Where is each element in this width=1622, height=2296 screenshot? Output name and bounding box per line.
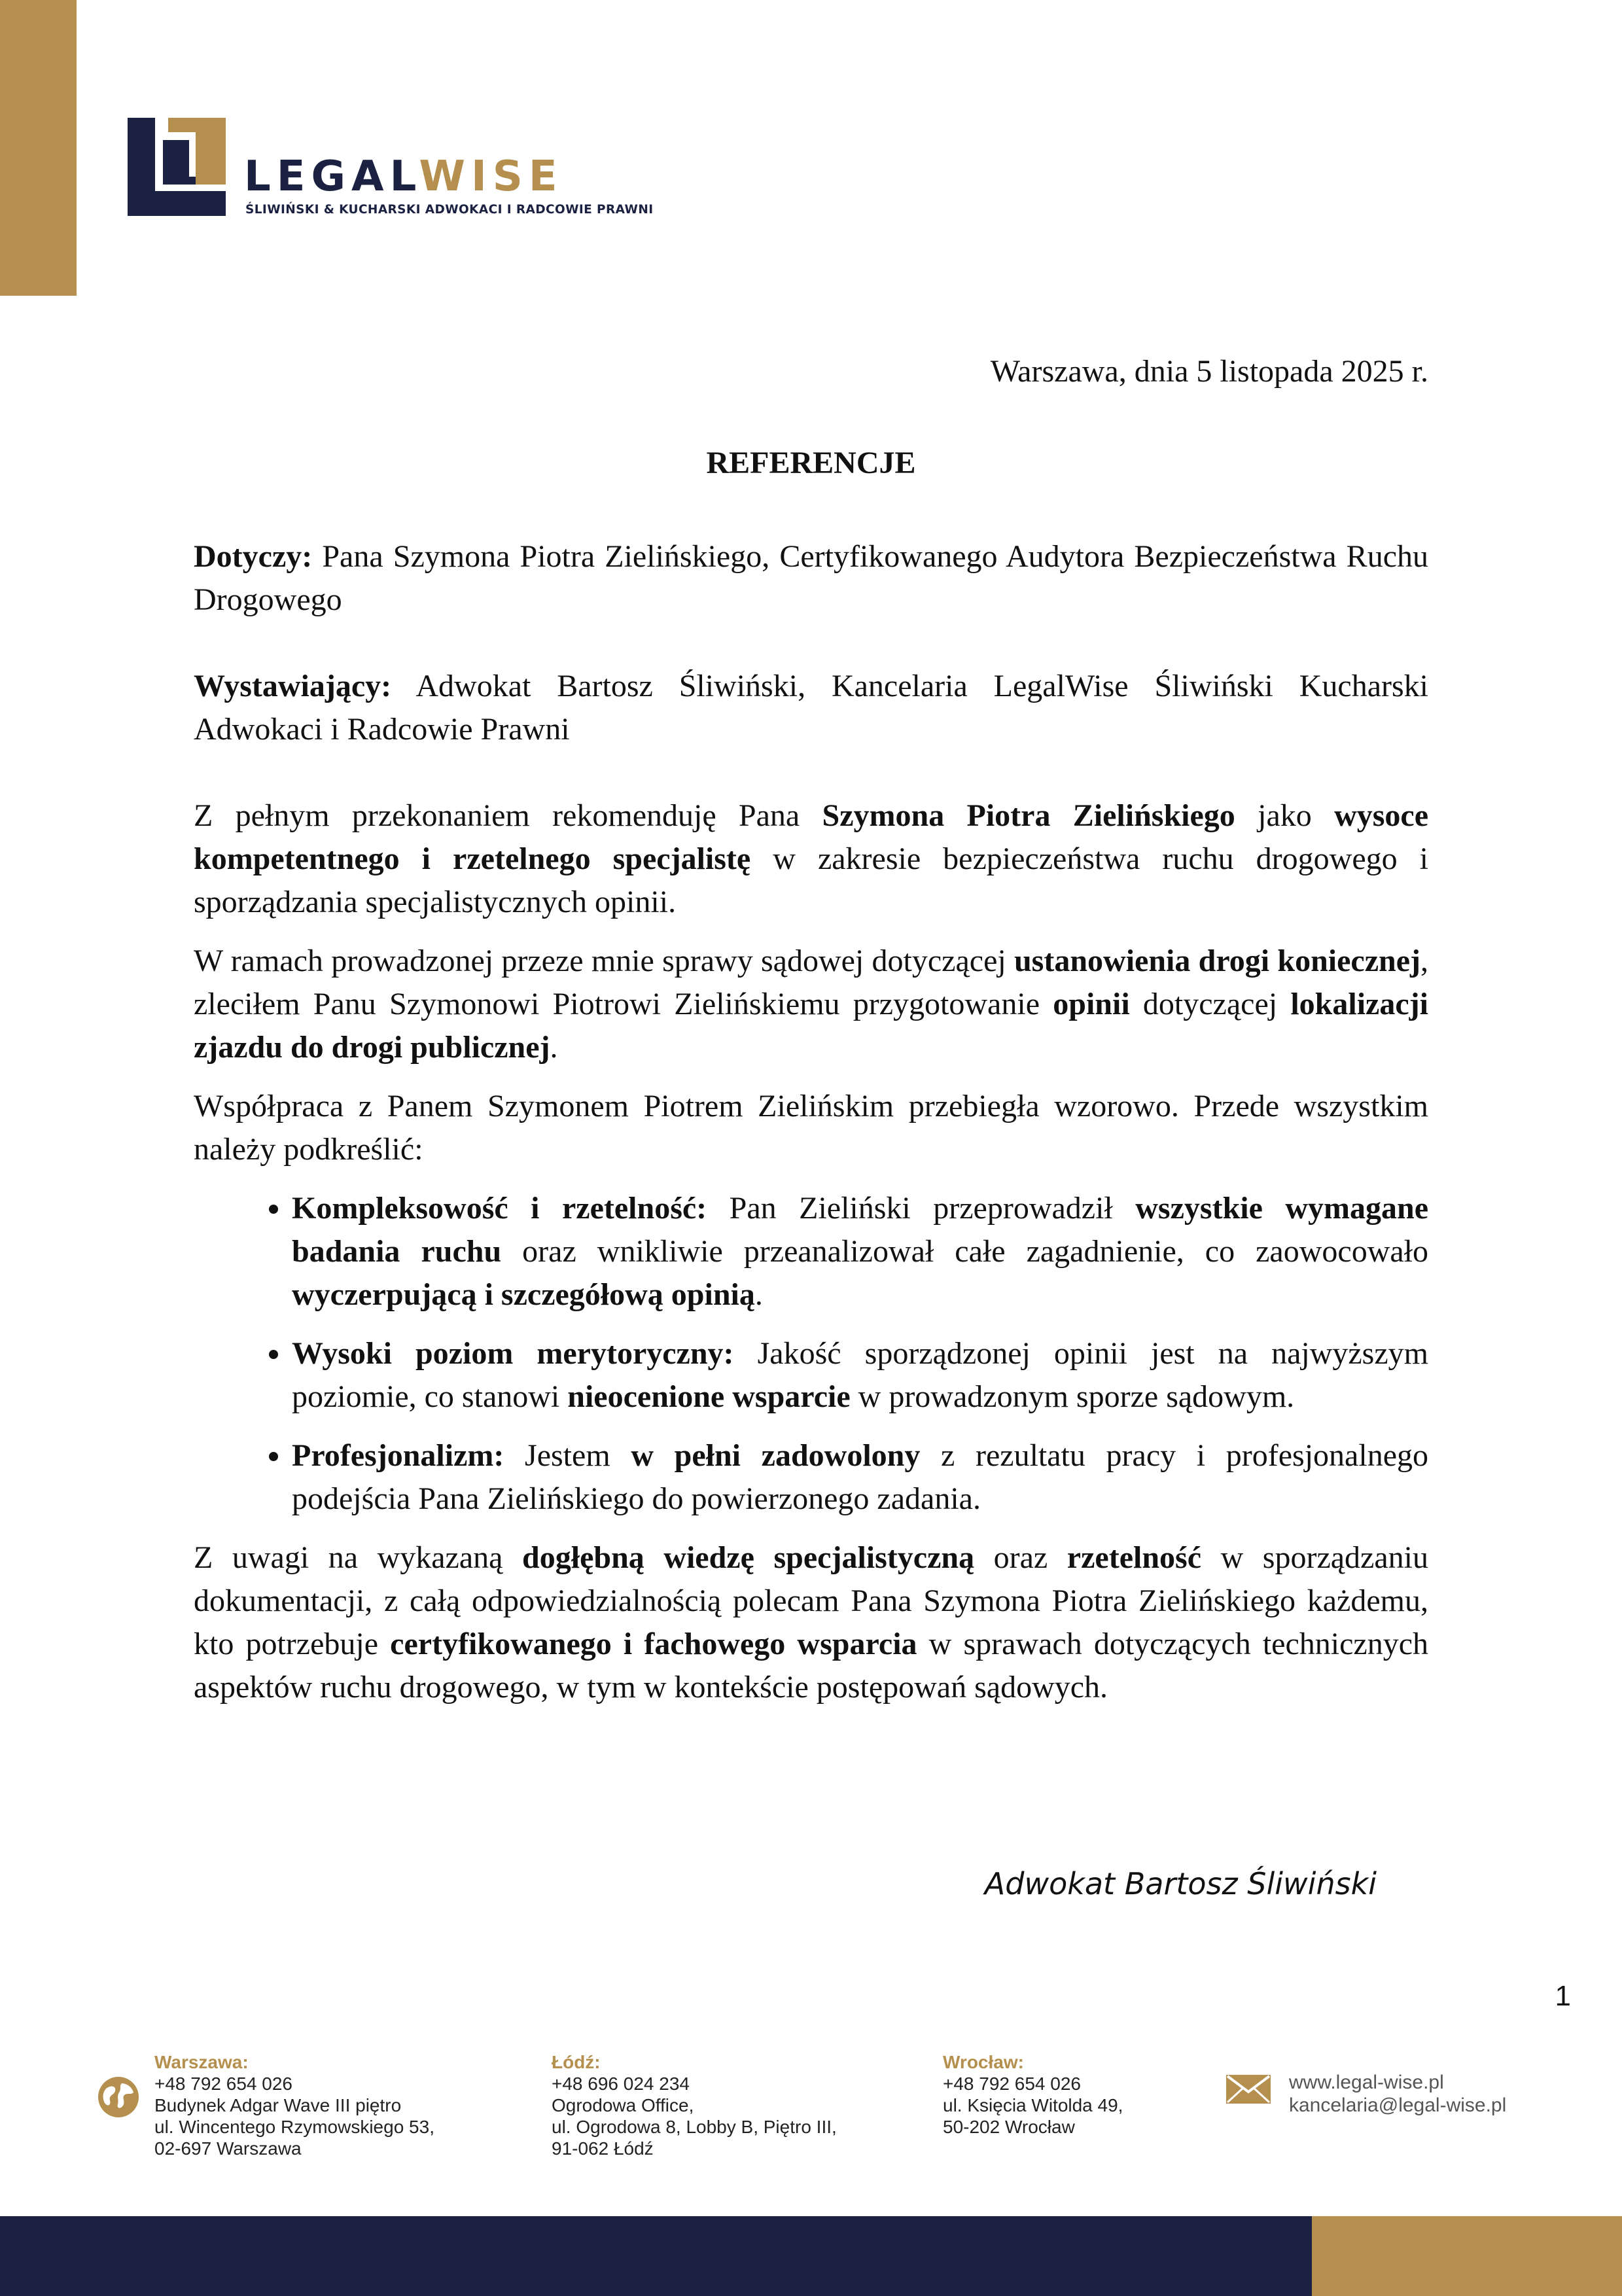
bold-run: w pełni zadowolony bbox=[631, 1438, 921, 1473]
subject-text: Pana Szymona Piotra Zielińskiego, Certyfikowanego Audytora Bezpieczeństwa Ruchu Drogowego bbox=[194, 539, 1428, 617]
header-gold-strip bbox=[0, 0, 77, 296]
issuer-label: Wystawiający: bbox=[194, 669, 392, 703]
bold-run: lokalizacji zjazdu do drogi publicznej bbox=[194, 987, 1428, 1065]
highlights-list bbox=[194, 1187, 1428, 1521]
text-run: Z uwagi na wykazaną bbox=[194, 1540, 523, 1575]
list-item bbox=[292, 1332, 1428, 1419]
bold-run: opinii bbox=[1053, 987, 1130, 1021]
paragraph-recommendation bbox=[194, 794, 1428, 924]
website-link[interactable]: www.legal-wise.pl bbox=[1289, 2072, 1444, 2093]
issuer-row bbox=[194, 665, 1428, 751]
office-phone[interactable]: +48 792 654 026 bbox=[154, 2074, 292, 2094]
text-run: , zleciłem Panu Szymonowi Piotrowi Zielińskiemu przygotowanie bbox=[194, 944, 1428, 1021]
company-logo bbox=[128, 118, 654, 222]
office-address-line: ul. Księcia Witolda 49, bbox=[943, 2095, 1123, 2115]
email-link[interactable]: kancelaria@legal-wise.pl bbox=[1289, 2094, 1507, 2116]
text-run: w zakresie bezpieczeństwa ruchu drogowego i sporządzania specjalistycznych opinii. bbox=[194, 841, 1428, 919]
bold-run: ustanowienia drogi koniecznej bbox=[1014, 944, 1420, 978]
text-run: . bbox=[550, 1030, 558, 1065]
footer-navy-bar bbox=[0, 2216, 1312, 2296]
office-address-line: ul. Wincentego Rzymowskiego 53, bbox=[154, 2117, 434, 2137]
office-address-line: Budynek Adgar Wave III piętro bbox=[154, 2095, 402, 2115]
paragraph-case bbox=[194, 940, 1428, 1069]
bullet-label: Wysoki poziom merytoryczny: bbox=[292, 1336, 734, 1371]
office-address-line: 50-202 Wrocław bbox=[943, 2117, 1075, 2137]
text-run: Jestem bbox=[504, 1438, 631, 1473]
page-number: 1 bbox=[1555, 1980, 1571, 2012]
list-item bbox=[292, 1187, 1428, 1316]
text-run: dotyczącej bbox=[1129, 987, 1291, 1021]
bold-run: wysoce kompetentnego i rzetelnego specjalistę bbox=[194, 798, 1429, 876]
office-address-line: 02-697 Warszawa bbox=[154, 2138, 302, 2159]
text-run: . bbox=[754, 1277, 763, 1312]
letter-date: Warszawa, dnia 5 listopada 2025 r. bbox=[990, 354, 1428, 389]
text-run: oraz bbox=[974, 1540, 1067, 1575]
bold-run: dogłębną wiedzę specjalistyczną bbox=[522, 1540, 975, 1575]
bold-run: wyczerpującą i szczegółową opinią bbox=[292, 1277, 755, 1312]
logo-tagline: ŚLIWIŃSKI & KUCHARSKI ADWOKACI I RADCOWIE PRAWNI bbox=[245, 203, 654, 217]
paragraph-conclusion bbox=[194, 1536, 1428, 1709]
office-phone[interactable]: +48 792 654 026 bbox=[943, 2074, 1081, 2094]
office-address-line: 91-062 Łódź bbox=[552, 2138, 654, 2159]
office-phone[interactable]: +48 696 024 234 bbox=[552, 2074, 690, 2094]
subject-label: Dotyczy: bbox=[194, 539, 313, 574]
issuer-text: Adwokat Bartosz Śliwiński, Kancelaria LegalWise Śliwiński Kucharski Adwokaci i Radcowie Prawni bbox=[194, 669, 1428, 747]
office-address-line: Ogrodowa Office, bbox=[552, 2095, 694, 2115]
text-run: oraz wnikliwie przeanalizował całe zagadnienie, co zaowocowało bbox=[501, 1234, 1428, 1269]
text-run: w sporządzaniu dokumentacji, z całą odpowiedzialnością polecam Pana Szymona Piotra Zielińskiego każdemu, kto potrzebuje bbox=[194, 1540, 1429, 1661]
paragraph-cooperation: Współpraca z Panem Szymonem Piotrem Zielińskim przebiegła wzorowo. Przede wszystkim należy podkreślić: bbox=[194, 1089, 1428, 1167]
bold-run: wszystkie wymagane badania ruchu bbox=[292, 1191, 1429, 1269]
text-run: Pan Zieliński przeprowadził bbox=[707, 1191, 1136, 1226]
text-run: w sprawach dotyczących technicznych aspektów ruchu drogowego, w tym w kontekście postępowań sądowych. bbox=[194, 1627, 1429, 1704]
logo-wordmark bbox=[244, 152, 563, 201]
text-run: Jakość sporządzonej opinii jest na najwyższym poziomie, co stanowi bbox=[292, 1336, 1428, 1414]
list-item bbox=[292, 1434, 1428, 1521]
footer-gold-bar bbox=[1312, 2216, 1622, 2296]
text-run: Z pełnym przekonaniem rekomenduję Pana bbox=[194, 798, 822, 833]
bold-run: nieocenione wsparcie bbox=[567, 1379, 851, 1414]
text-run: w prowadzonym sporze sądowym. bbox=[850, 1379, 1295, 1414]
subject-row bbox=[194, 535, 1428, 622]
office-city: Wrocław: bbox=[943, 2052, 1024, 2072]
office-city: Łódź: bbox=[552, 2052, 601, 2072]
bullet-label: Profesjonalizm: bbox=[292, 1438, 504, 1473]
globe-icon bbox=[97, 2075, 140, 2119]
letter-title: REFERENCJE bbox=[706, 446, 916, 480]
bold-run: rzetelność bbox=[1067, 1540, 1202, 1575]
office-lodz bbox=[552, 2051, 837, 2159]
office-address-line: ul. Ogrodowa 8, Lobby B, Piętro III, bbox=[552, 2117, 837, 2137]
letter-body bbox=[194, 535, 1428, 1725]
signature: Adwokat Bartosz Śliwiński bbox=[984, 1866, 1377, 1901]
office-city: Warszawa: bbox=[154, 2052, 249, 2072]
logo-word-wise: WISE bbox=[419, 152, 563, 201]
office-wroclaw bbox=[943, 2051, 1123, 2138]
text-run: jako bbox=[1235, 798, 1335, 833]
logo-mark-icon bbox=[128, 118, 226, 216]
envelope-icon bbox=[1225, 2074, 1271, 2104]
bold-run: certyfikowanego i fachowego wsparcia bbox=[390, 1627, 917, 1661]
contact-block bbox=[1289, 2071, 1506, 2117]
logo-word-legal: LEGAL bbox=[244, 152, 419, 201]
office-warszawa bbox=[154, 2051, 434, 2159]
bold-run: Szymona Piotra Zielińskiego bbox=[822, 798, 1235, 833]
bullet-label: Kompleksowość i rzetelność: bbox=[292, 1191, 707, 1226]
text-run: W ramach prowadzonej przeze mnie sprawy sądowej dotyczącej bbox=[194, 944, 1014, 978]
text-run: z rezultatu pracy i profesjonalnego podejścia Pana Zielińskiego do powierzonego zadania. bbox=[292, 1438, 1429, 1516]
